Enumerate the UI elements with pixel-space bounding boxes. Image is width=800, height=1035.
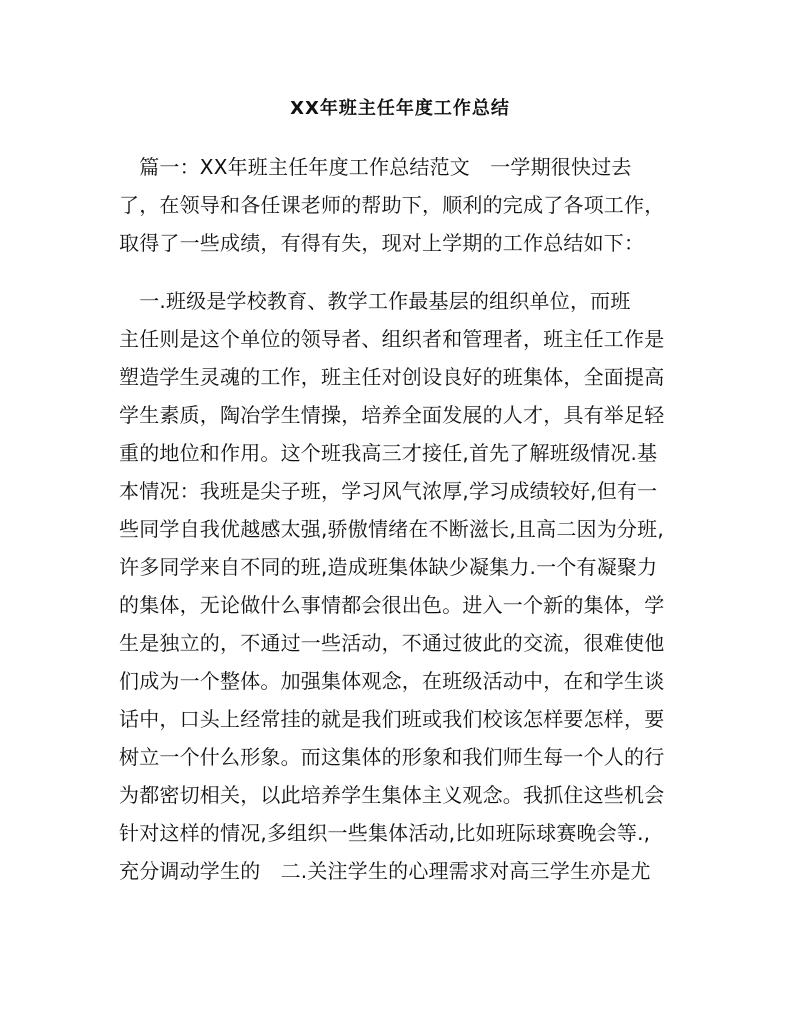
paragraph-line: 们成为一个整体。加强集体观念，在班级活动中，在和学生谈 [119, 669, 665, 693]
paragraph-line: 一.班级是学校教育、教学工作最基层的组织单位，而班 [119, 289, 631, 313]
paragraph-line: 主任则是这个单位的领导者、组织者和管理者，班主任工作是 [119, 327, 665, 351]
paragraph-line: 本情况：我班是尖子班，学习风气浓厚,学习成绩较好,但有一 [119, 479, 658, 503]
paragraph-line: 话中，口头上经常挂的就是我们班或我们校该怎样要怎样，要 [119, 707, 665, 731]
paragraph-line: 些同学自我优越感太强,骄傲情绪在不断滋长,且高二因为分班, [119, 517, 664, 541]
paragraph-line: 生是独立的，不通过一些活动，不通过彼此的交流，很难使他 [119, 631, 665, 655]
document-title: XX年班主任年度工作总结 [290, 98, 510, 119]
paragraph-line: 针对这样的情况,多组织一些集体活动,比如班际球赛晚会等., [119, 821, 651, 845]
paragraph-line: 充分调动学生的 二.关注学生的心理需求对高三学生亦是尤 [119, 859, 651, 883]
paragraph-line: 学生素质，陶冶学生情操，培养全面发展的人才，具有举足轻 [119, 403, 665, 427]
paragraph-line: 许多同学来自不同的班,造成班集体缺少凝集力.一个有凝聚力 [119, 555, 658, 579]
paragraph-line: 树立一个什么形象。而这集体的形象和我们师生每一个人的行 [119, 745, 665, 769]
paragraph-line: 篇一：XX年班主任年度工作总结范文 一学期很快过去 [119, 155, 632, 179]
paragraph-line: 为都密切相关，以此培养学生集体主义观念。我抓住这些机会 [119, 783, 665, 807]
paragraph-line: 取得了一些成绩，有得有失，现对上学期的工作总结如下： [119, 231, 645, 255]
paragraph-line: 的集体，无论做什么事情都会很出色。进入一个新的集体，学 [119, 593, 665, 617]
paragraph-line: 重的地位和作用。这个班我高三才接任,首先了解班级情况.基 [119, 441, 658, 465]
paragraph-line: 塑造学生灵魂的工作，班主任对创设良好的班集体，全面提高 [119, 365, 665, 389]
paragraph-line: 了，在领导和各任课老师的帮助下，顺利的完成了各项工作， [119, 193, 665, 217]
